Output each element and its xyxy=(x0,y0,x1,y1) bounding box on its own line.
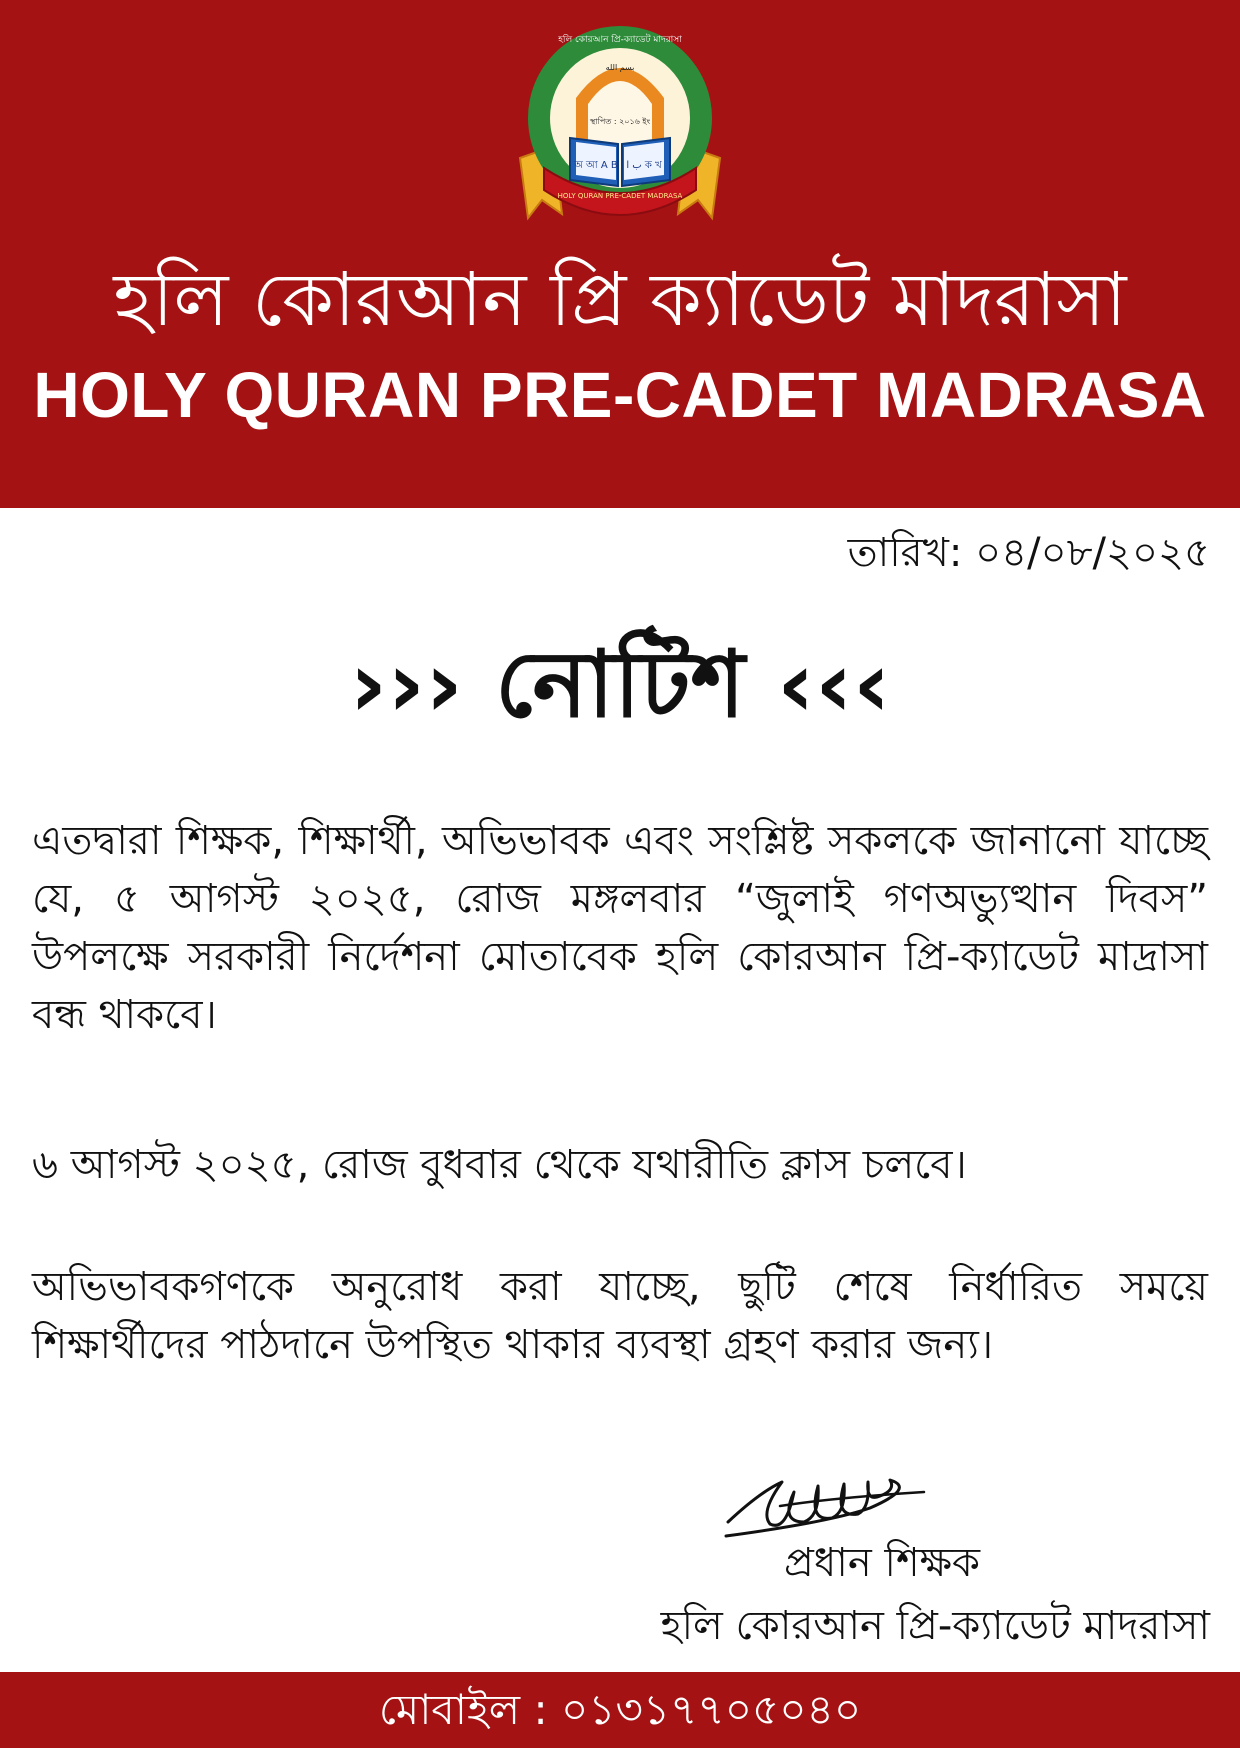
logo-book-right-text: ب ا ক খ xyxy=(626,160,662,171)
notice-paragraph-request: অভিভাবকগণকে অনুরোধ করা যাচ্ছে, ছুটি শেষে নির্ধারিত সময়ে শিক্ষার্থীদের পাঠদানে উপস্থিত থাকার ব্যবস্থা গ্রহণ করার জন্য। xyxy=(32,1264,1208,1368)
notice-date: তারিখ: ০৪/০৮/২০২৫ xyxy=(847,530,1210,576)
mobile-number: মোবাইল : ০১৩১৭৭০৫০৪০ xyxy=(378,1685,862,1734)
signature-icon xyxy=(720,1452,930,1542)
school-name-english: HOLY QURAN PRE-CADET MADRASA xyxy=(33,359,1207,431)
school-name-bengali: হলি কোরআন প্রি ক্যাডেট মাদরাসা xyxy=(113,257,1127,343)
logo-established: স্থাপিত : ২০১৬ ইং xyxy=(589,117,651,126)
footer-banner xyxy=(0,1672,1240,1748)
madrasa-logo xyxy=(506,18,734,246)
signatory-organization: হলি কোরআন প্রি-ক্যাডেট মাদরাসা xyxy=(660,1603,1210,1649)
notice-heading: ››› নোটিশ ‹‹‹ xyxy=(349,631,891,738)
notice-paragraph-resume: ৬ আগস্ট ২০২৫, রোজ বুধবার থেকে যথারীতি ক্লাস চলবে। xyxy=(32,1142,967,1188)
logo-ring-text: হলি কোরআন প্রি-ক্যাডেট মাদরাসা xyxy=(558,35,682,45)
logo-calligraphy: بسم الله xyxy=(605,63,635,72)
signatory-title: প্রধান শিক্ষক xyxy=(784,1540,980,1586)
notice-paragraph-closure: এতদ্বারা শিক্ষক, শিক্ষার্থী, অভিভাবক এবং সংশ্লিষ্ট সকলকে জানানো যাচ্ছে যে, ৫ আগস্ট ২০২৫, রোজ মঙ্গলবার “জুলাই গণঅভ্যুত্থান দিবস” উপলক্ষে সরকারী নির্দেশনা মোতাবেক হলি কোরআন প্রি-ক্যাডেট মাদ্রাসা বন্ধ থাকবে। xyxy=(32,818,1208,1038)
header-banner xyxy=(0,0,1240,508)
logo-book-left-text: অ আ A B xyxy=(574,160,618,171)
logo-ribbon-text: HOLY QURAN PRE-CADET MADRASA xyxy=(557,192,683,200)
